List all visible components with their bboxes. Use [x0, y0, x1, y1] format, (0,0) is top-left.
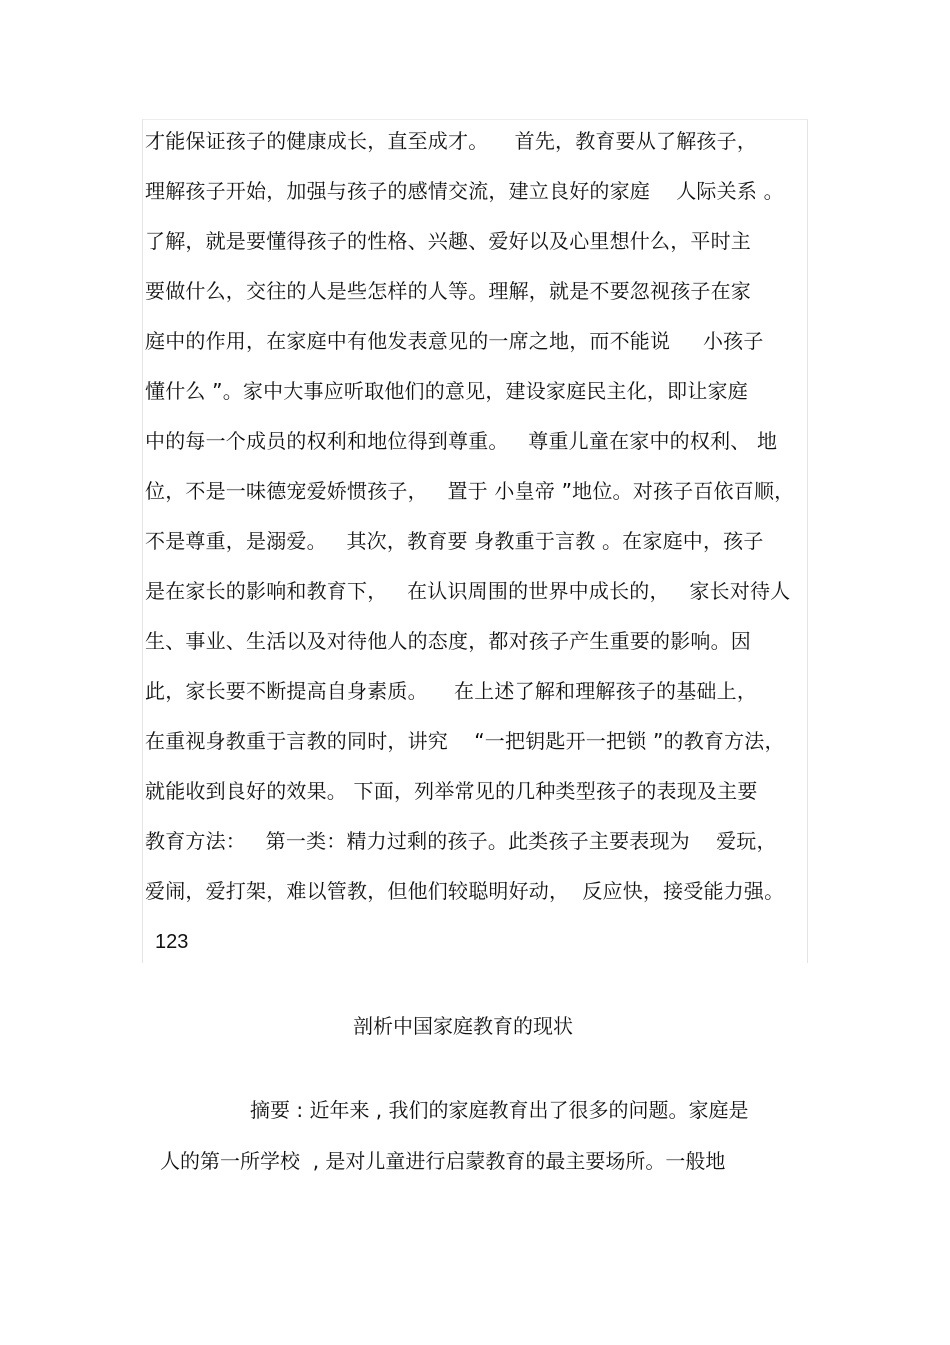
body-line: 要做什么，交往的人是些怎样的人等。理解，就是不要忽视孩子在家 — [145, 279, 751, 303]
body-line: 懂什么 ”。家中大事应听取他们的意见，建设家庭民主化，即让家庭 — [145, 379, 748, 403]
body-line: 了解，就是要懂得孩子的性格、兴趣、爱好以及心里想什么，平时主 — [145, 229, 751, 253]
body-line: 在重视身教重于言教的同时，讲究 “一把钥匙开一把锁 ”的教育方法， — [145, 729, 785, 753]
abstract-line: 摘要 : 近年来 , 我们的家庭教育出了很多的问题。家庭是 — [250, 1098, 749, 1122]
body-line: 教育方法： 第一类：精力过剩的孩子。此类孩子主要表现为 爱玩， — [145, 829, 777, 853]
body-line: 位，不是一味德宠爱娇惯孩子， 置于 小皇帝 ”地位。对孩子百依百顺， — [145, 479, 795, 503]
body-line: 爱闹，爱打架，难以管教，但他们较聪明好动， 反应快，接受能力强。 — [145, 879, 785, 903]
document-title: 剖析中国家庭教育的现状 — [353, 1014, 573, 1038]
body-line: 不是尊重，是溺爱。 其次，教育要 身教重于言教 。在家庭中，孩子 — [145, 529, 764, 553]
body-line: 庭中的作用，在家庭中有他发表意见的一席之地，而不能说 小孩子 — [145, 329, 764, 353]
page-number: 123 — [155, 931, 189, 953]
abstract-line: 人的第一所学校 , 是对儿童进行启蒙教育的最主要场所。一般地 — [160, 1149, 726, 1173]
body-line: 就能收到良好的效果。 下面，列举常见的几种类型孩子的表现及主要 — [145, 779, 758, 803]
body-line: 是在家长的影响和教育下， 在认识周围的世界中成长的， 家长对待人 — [145, 579, 791, 603]
body-line: 中的每一个成员的权利和地位得到尊重。 尊重儿童在家中的权利、 地 — [145, 429, 778, 453]
body-line: 此，家长要不断提高自身素质。 在上述了解和理解孩子的基础上， — [145, 679, 758, 703]
body-line: 生、事业、生活以及对待他人的态度，都对孩子产生重要的影响。因 — [145, 629, 751, 653]
body-line: 才能保证孩子的健康成长，直至成才。 首先，教育要从了解孩子， — [145, 129, 758, 153]
body-line: 理解孩子开始，加强与孩子的感情交流，建立良好的家庭 人际关系 。 — [145, 179, 784, 203]
